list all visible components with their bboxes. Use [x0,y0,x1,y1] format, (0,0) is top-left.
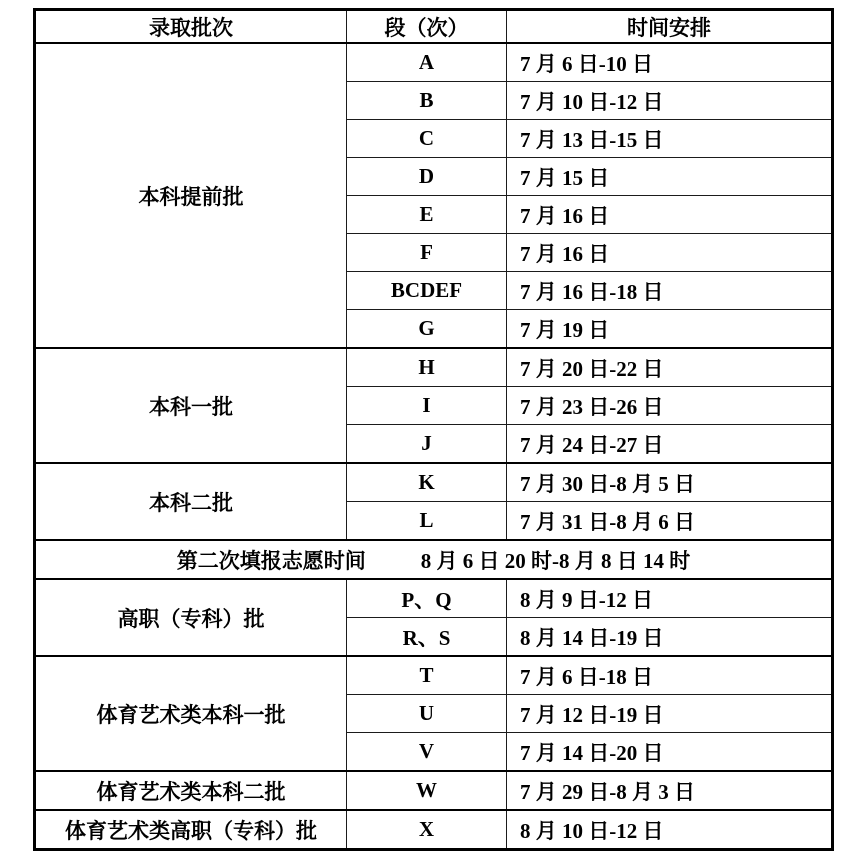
batch-cell: 高职（专科）批 [35,579,347,656]
notice-value: 8 月 6 日 20 时-8 月 8 日 14 时 [420,548,691,573]
segment-cell: F [347,234,507,272]
time-cell: 7 月 6 日-18 日 [507,656,833,695]
segment-cell: C [347,120,507,158]
batch-cell: 本科提前批 [35,43,347,348]
notice-content [36,545,831,575]
time-cell: 7 月 6 日-10 日 [507,43,833,82]
time-cell: 7 月 29 日-8 月 3 日 [507,771,833,810]
segment-cell: J [347,425,507,464]
table-header-row [35,10,833,44]
segment-cell: P、Q [347,579,507,618]
table-row [35,771,833,810]
segment-cell: A [347,43,507,82]
batch-cell: 体育艺术类本科二批 [35,771,347,810]
notice-cell [35,540,833,579]
notice-row [35,540,833,579]
time-cell: 8 月 14 日-19 日 [507,618,833,657]
header-batch: 录取批次 [35,10,347,44]
time-cell: 7 月 13 日-15 日 [507,120,833,158]
notice-label: 第二次填报志愿时间 [176,548,366,573]
segment-cell: R、S [347,618,507,657]
table-row [35,43,833,82]
segment-cell: V [347,733,507,772]
batch-cell: 体育艺术类高职（专科）批 [35,810,347,850]
time-cell: 7 月 15 日 [507,158,833,196]
segment-cell: K [347,463,507,502]
segment-cell: U [347,695,507,733]
time-cell: 7 月 12 日-19 日 [507,695,833,733]
segment-cell: T [347,656,507,695]
table-row [35,656,833,695]
batch-cell: 本科二批 [35,463,347,540]
time-cell: 7 月 10 日-12 日 [507,82,833,120]
time-cell: 7 月 16 日 [507,234,833,272]
segment-cell: B [347,82,507,120]
table-row [35,463,833,502]
admission-schedule-table [33,8,834,851]
segment-cell: L [347,502,507,541]
time-cell: 7 月 24 日-27 日 [507,425,833,464]
segment-cell: X [347,810,507,850]
segment-cell: W [347,771,507,810]
time-cell: 7 月 30 日-8 月 5 日 [507,463,833,502]
segment-cell: D [347,158,507,196]
time-cell: 7 月 16 日-18 日 [507,272,833,310]
batch-cell: 体育艺术类本科一批 [35,656,347,771]
header-segment: 段（次） [347,10,507,44]
time-cell: 8 月 9 日-12 日 [507,579,833,618]
segment-cell: E [347,196,507,234]
segment-cell: BCDEF [347,272,507,310]
time-cell: 7 月 31 日-8 月 6 日 [507,502,833,541]
table-row [35,579,833,618]
time-cell: 7 月 14 日-20 日 [507,733,833,772]
batch-cell: 本科一批 [35,348,347,463]
time-cell: 8 月 10 日-12 日 [507,810,833,850]
segment-cell: H [347,348,507,387]
table-row [35,348,833,387]
time-cell: 7 月 16 日 [507,196,833,234]
segment-cell: G [347,310,507,349]
time-cell: 7 月 19 日 [507,310,833,349]
segment-cell: I [347,387,507,425]
time-cell: 7 月 20 日-22 日 [507,348,833,387]
time-cell: 7 月 23 日-26 日 [507,387,833,425]
table-body [35,43,833,850]
header-time: 时间安排 [507,10,833,44]
table-row [35,810,833,850]
